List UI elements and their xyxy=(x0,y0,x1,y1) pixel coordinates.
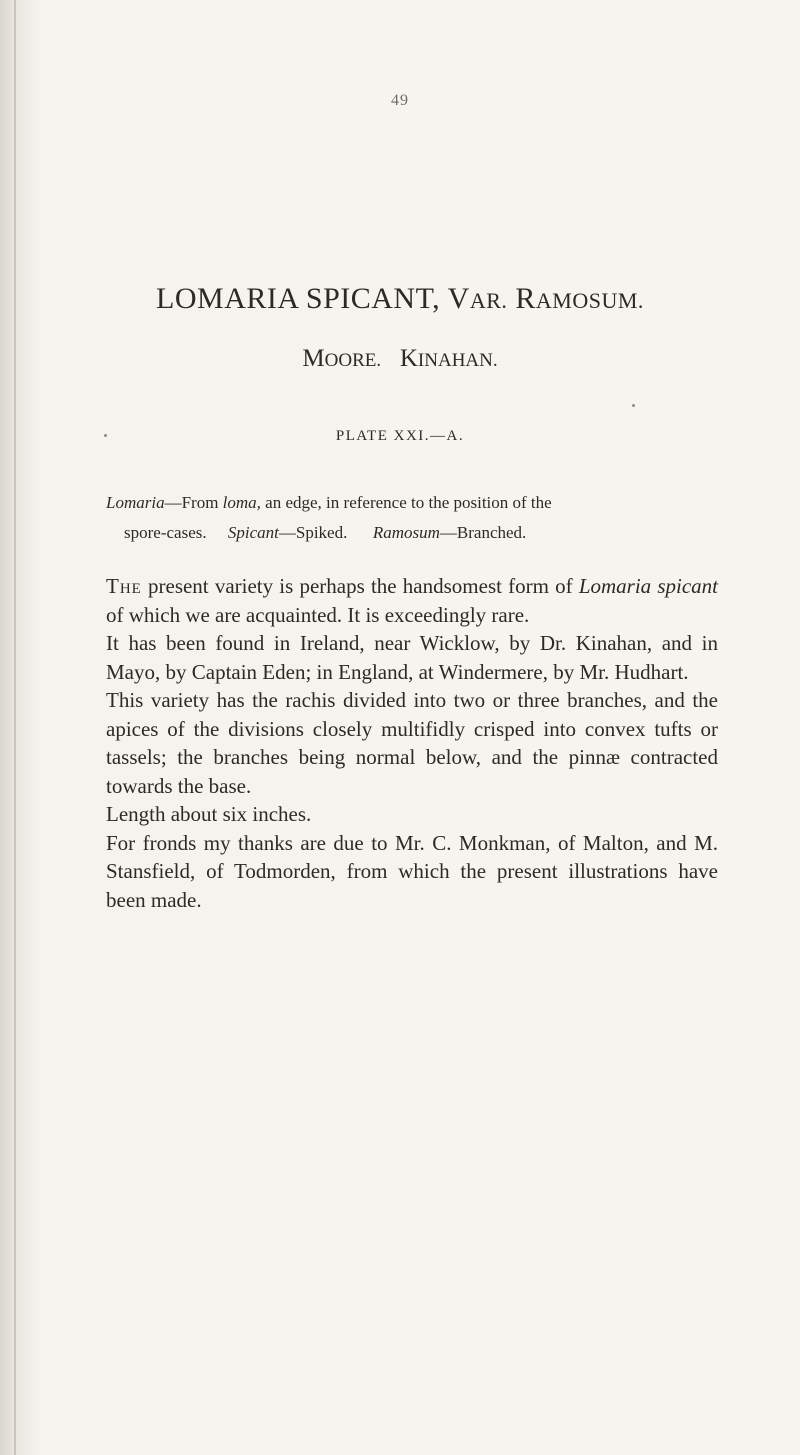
page-number: 49 xyxy=(391,92,409,109)
page-gutter xyxy=(14,0,16,1455)
author-moore: MOORE. xyxy=(302,345,382,372)
title-variety: VAR. RAMOSUM. xyxy=(447,282,644,315)
paragraph-length: Length about six inches. xyxy=(106,802,312,826)
paragraph-locations: It has been found in Ireland, near Wicklow, by Dr. Kinahan, and in Mayo, by Captain Eden; in England, at Windermere, by Mr. Hudhart. xyxy=(106,631,718,684)
paragraph-acknowledgement: For fronds my thanks are due to Mr. C. Monkman, of Malton, and M. Stansfield, of Todmorden, from which the present illustrations have been made. xyxy=(106,830,718,912)
page-title xyxy=(0,282,800,316)
etymology-line-2: spore-cases. Spicant—Spiked. Ramosum—Branched. xyxy=(124,523,527,542)
paper-speck xyxy=(632,404,635,407)
plate-number: PLATE XXI.—A. xyxy=(335,428,465,444)
title-species: LOMARIA SPICANT, xyxy=(156,282,441,315)
etymology-line-1: Lomaria—From loma, an edge, in reference to the position of the xyxy=(106,493,552,512)
etymology-note xyxy=(106,488,718,548)
paper-speck xyxy=(104,434,107,437)
paragraph-description: The present variety is perhaps the handsomest form of Lomaria spicant of which we are acquainted. It is exceedingly rare. xyxy=(106,574,719,627)
author-kinahan: KINAHAN. xyxy=(399,345,498,372)
paragraph-morphology: This variety has the rachis divided into two or three branches, and the apices of the divisions closely multifidly crisped into convex tufts or tassels; the branches being normal below, and the pinnæ contracted towards the base. xyxy=(106,688,718,798)
body-text xyxy=(106,572,718,914)
author-line xyxy=(0,345,800,373)
